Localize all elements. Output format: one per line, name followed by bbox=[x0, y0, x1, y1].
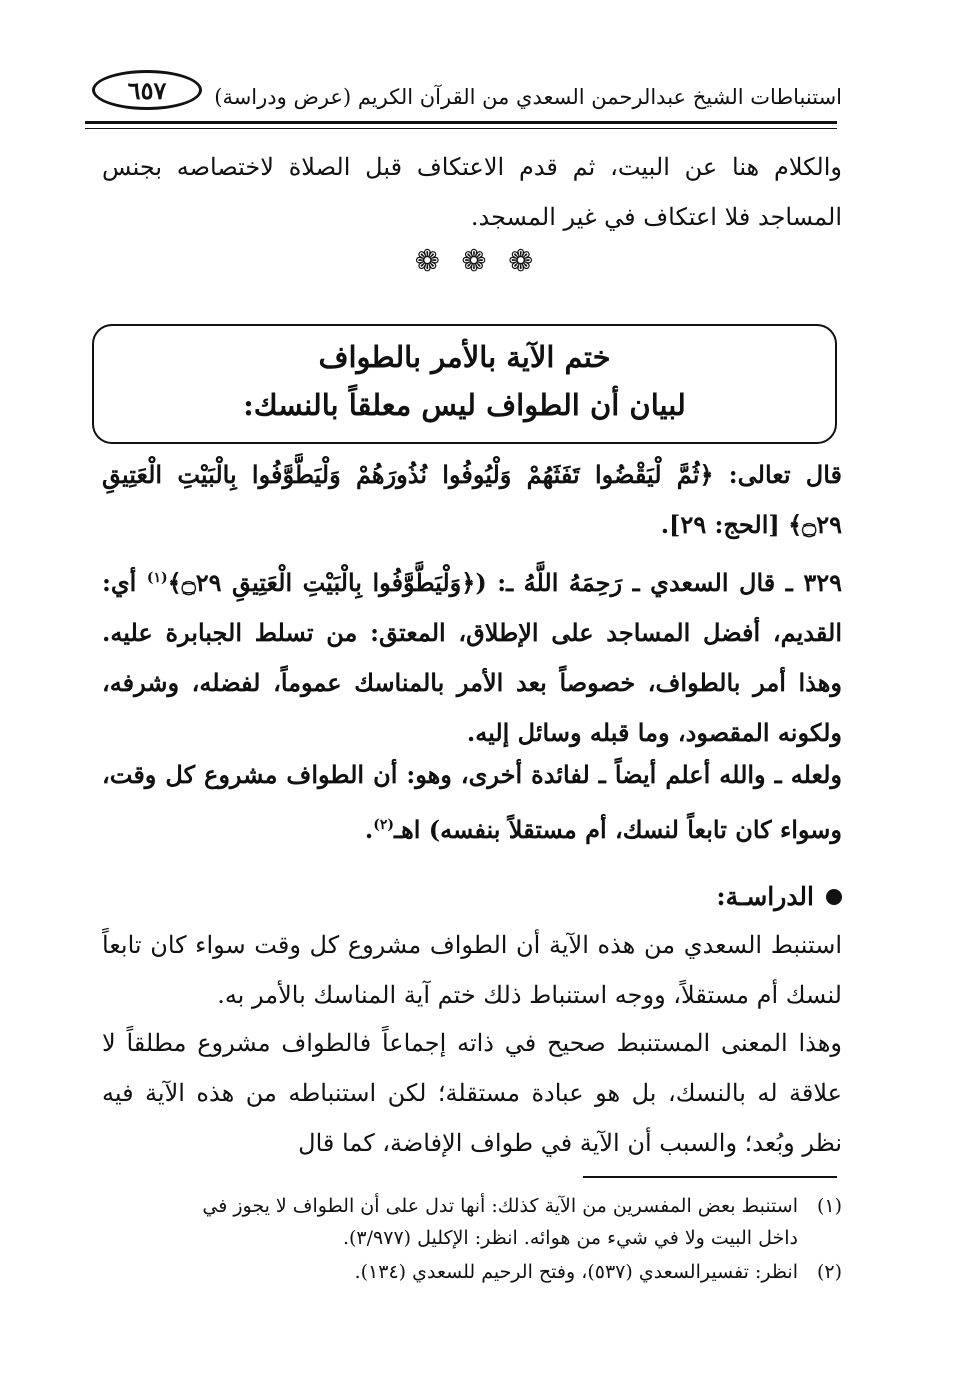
section-heading-line-2: لبيان أن الطواف ليس معلقاً بالنسك: bbox=[243, 388, 686, 422]
saadi-quote-continuation: ولعله ـ والله أعلم أيضاً ـ لفائدة أخرى، وهو: أن الطواف مشروع كل وقت، وسواء كان تابعاً لنسك، أم مستقلاً بنفسه) اهـ bbox=[102, 760, 842, 844]
header-rule-thin bbox=[85, 128, 837, 129]
footnote-1-number: (١) bbox=[816, 1195, 842, 1217]
study-paragraph-2: وهذا المعنى المستنبط صحيح في ذاته إجماعاً فالطواف مشروع مطلقاً لا علاقة له بالنسك، بل هو عبادة مستقلة؛ لكن استنباطه من هذه الآية فيه نظر وبُعد؛ والسبب أن الآية في طواف الإفاضة، كما قال bbox=[102, 1029, 842, 1157]
footnote-2 bbox=[102, 1256, 842, 1288]
saadi-quote-start: ٣٢٩ ـ قال السعدي ـ رَحِمَهُ اللَّهُ ـ: (﴿وَلْيَطَّوَّفُوا بِالْبَيْتِ الْعَتِيقِ ۝٢٩﴾ bbox=[167, 568, 843, 597]
intro-paragraph: والكلام هنا عن البيت، ثم قدم الاعتكاف قبل الصلاة لاختصاصه بجنس المساجد فلا اعتكاف في غير المسجد. bbox=[102, 153, 842, 231]
page-number-badge: ٦٥٧ bbox=[92, 70, 202, 110]
section-heading-line-1: ختم الآية بالأمر بالطواف bbox=[318, 340, 611, 374]
footnote-1-line-2: داخل البيت ولا في شيء من هوائه. انظر: الإكليل (٣/٩٧٧). bbox=[342, 1227, 798, 1249]
section-heading-box bbox=[92, 324, 837, 444]
footnote-1 bbox=[102, 1190, 842, 1254]
footnote-separator-rule bbox=[583, 1176, 837, 1178]
saadi-quote-body: أي: القديم، أفضل المساجد على الإطلاق، المعتق: من تسلط الجبابرة عليه. وهذا أمر بالطواف، خصوصاً بعد الأمر بالمناسك عموماً، لفضله، وشرفه، ولكونه المقصود، وما قبله وسائل إليه. bbox=[102, 568, 842, 747]
study-title-text: الدراسـة: bbox=[716, 882, 814, 911]
footnote-2-text-1: انظر: تفسيرالسعدي (٥٣٧)، وفتح الرحيم للسعدي (١٣٤). bbox=[354, 1261, 798, 1283]
quran-verse-paragraph: قال تعالى: ﴿ثُمَّ لْيَقْضُوا تَفَثَهُمْ وَلْيُوفُوا نُذُورَهُمْ وَلْيَطَّوَّفُوا بِالْبَيْتِ الْعَتِيقِ ۝٢٩﴾ [الحج: ٢٩]. bbox=[102, 460, 842, 539]
footnote-1-text-1: استنبط بعض المفسرين من الآية كذلك: أنها تدل على أن الطواف لا يجوز في bbox=[202, 1195, 798, 1217]
saadi-quote-paragraph-2 bbox=[102, 750, 842, 855]
footnote-1-line-1 bbox=[102, 1190, 842, 1222]
section-divider-ornament: ❁ ❁ ❁ bbox=[414, 244, 540, 279]
study-paragraph-1: استنبط السعدي من هذه الآية أن الطواف مشروع كل وقت سواء كان تابعاً لنسك أم مستقلاً، ووجه استنباط ذلك ختم آية المناسك بالأمر به. bbox=[102, 931, 842, 1009]
study-section-title bbox=[716, 875, 842, 919]
footnote-ref-2[interactable]: (٢) bbox=[373, 817, 395, 833]
saadi-quote-period: . bbox=[364, 815, 374, 844]
saadi-quote-paragraph-1 bbox=[102, 553, 842, 758]
footnote-2-line-1 bbox=[102, 1256, 842, 1288]
running-header-title: استنباطات الشيخ عبدالرحمن السعدي من القرآن الكريم (عرض ودراسة) bbox=[214, 85, 842, 109]
footnote-2-number: (٢) bbox=[816, 1261, 842, 1283]
bullet-dot-icon bbox=[826, 889, 842, 905]
header-rule-thick bbox=[85, 121, 837, 124]
footnote-ref-1[interactable]: (١) bbox=[146, 570, 168, 586]
